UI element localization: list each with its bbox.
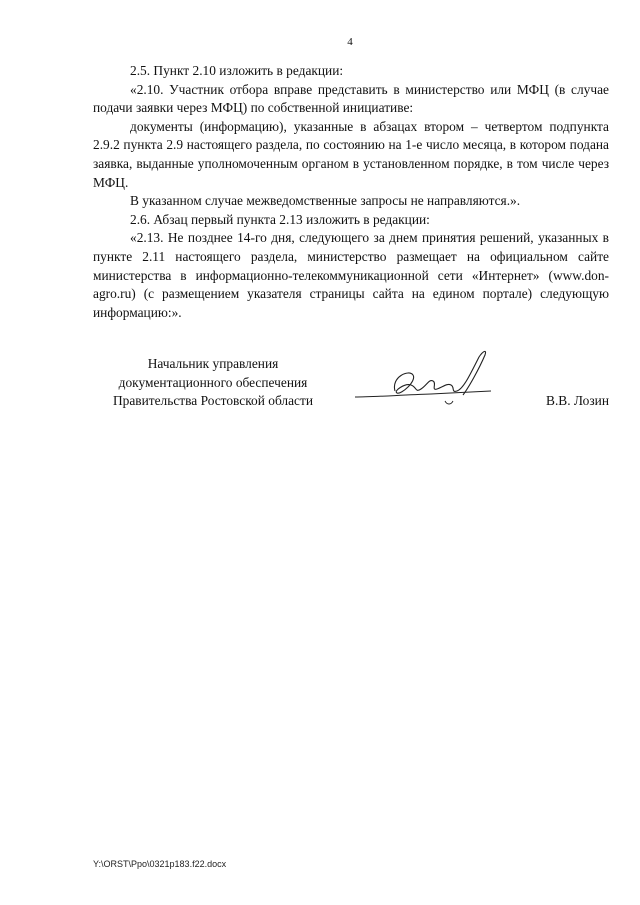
paragraph-2-10-quote: «2.10. Участник отбора вправе представить в министерство или МФЦ (в случае подачи заявки через МФЦ) по собственной инициативе: <box>93 81 609 116</box>
signature-block <box>93 355 609 415</box>
handwritten-signature <box>351 347 501 417</box>
signatory-name: В.В. Лозин <box>546 393 609 408</box>
paragraph-no-requests: В указанном случае межведомственные запросы не направляются.». <box>130 193 521 209</box>
signatory-title-line-1: Начальник управления <box>147 356 279 371</box>
footer-file-path: Y:\ORST\Ppo\0321p183.f22.docx <box>93 859 227 869</box>
paragraph-documents: документы (информацию), указанные в абзацах втором – четвертом подпункта 2.9.2 пункта 2.9 настоящего раздела, по состоянию на 1-е число месяца, в котором подана заявка, выданные уполномоченным органом в установленном порядке, в том числе через МФЦ. <box>93 118 609 190</box>
signatory-title-line-3: Правительства Ростовской области <box>112 393 314 409</box>
document-body <box>93 62 609 322</box>
signatory-title <box>93 355 333 411</box>
signatory-title-line-2: документационного обеспечения <box>118 374 308 390</box>
paragraph-2-6: 2.6. Абзац первый пункта 2.13 изложить в редакции: <box>130 211 430 227</box>
paragraph-2-13-quote: «2.13. Не позднее 14-го дня, следующего за днем принятия решений, указанных в пункте 2.11 настоящего раздела, министерство размещает на официальном сайте министерства в информационно-телекоммуникационной сети «Интернет» (www.don-agro.ru) (с размещением указателя страницы сайта на едином портале) следующую информацию:». <box>93 230 609 320</box>
page-number: 4 <box>347 36 353 48</box>
paragraph-2-5: 2.5. Пункт 2.10 изложить в редакции: <box>130 63 344 78</box>
